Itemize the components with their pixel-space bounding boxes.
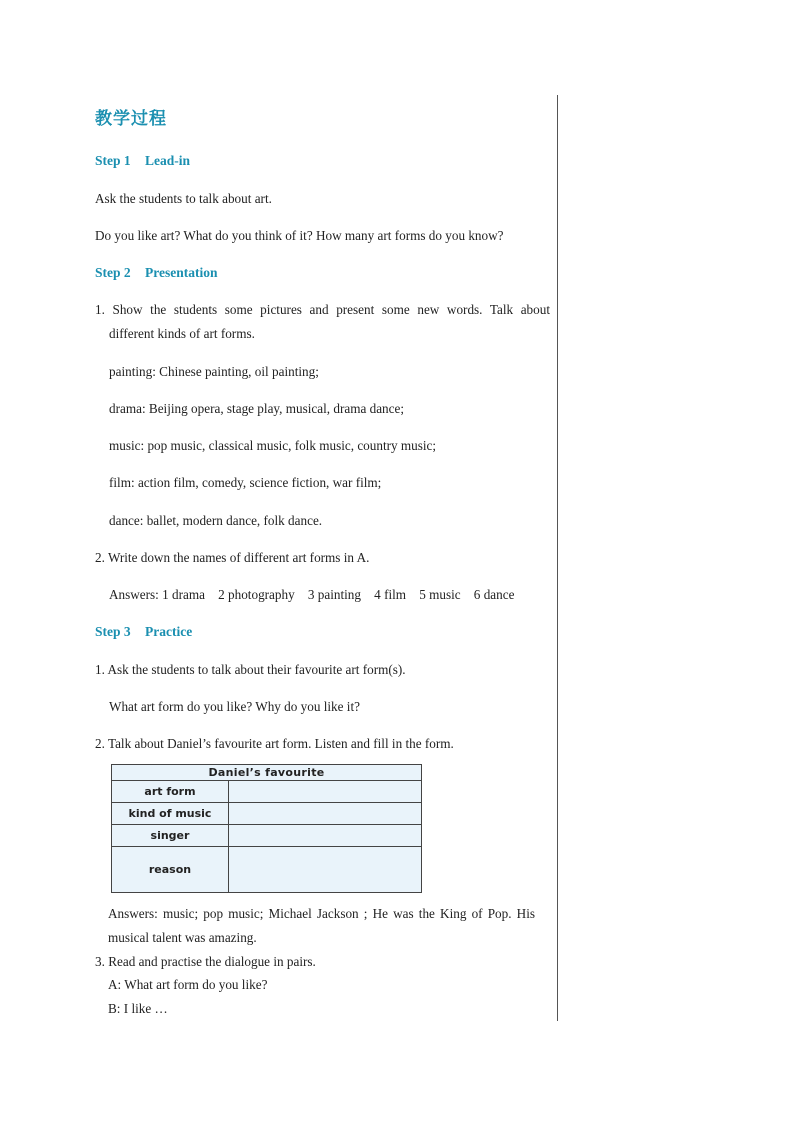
step3-heading [95,624,192,640]
step3-name: Practice [145,624,193,639]
row-label-reason: reason [112,847,229,893]
step1-line-2: Do you like art? What do you think of it? How many art forms do you know? [95,228,504,243]
step3-item1: 1. Ask the students to talk about their favourite art form(s). [95,662,406,677]
column-divider [557,95,558,1021]
step2-item1-line2: different kinds of art forms. [109,326,255,341]
form-drama: drama: Beijing opera, stage play, musical, drama dance; [109,401,405,416]
step2-item2: 2. Write down the names of different art forms in A. [95,550,370,565]
table-row [112,781,422,803]
form-dance: dance: ballet, modern dance, folk dance. [109,513,323,528]
dialogue-line-b: B: I like … [108,1001,168,1016]
form-music: music: pop music, classical music, folk music, country music; [109,438,437,453]
table-header: Daniel’s favourite [112,765,422,781]
row-label-singer: singer [112,825,229,847]
step3-item1-question: What art form do you like? Why do you like it? [109,699,360,714]
step2-label: Step 2 [95,265,131,280]
step2-answers: Answers: 1 drama 2 photography 3 painting 4 film 5 music 6 dance [109,587,515,602]
step3-item2: 2. Talk about Daniel’s favourite art form. Listen and fill in the form. [95,736,454,751]
row-label-art-form: art form [112,781,229,803]
step2-heading [95,265,218,281]
step2-item1-line1: 1. Show the students some pictures and present some new words. Talk about [95,302,550,317]
step1-heading [95,153,190,169]
step1-label: Step 1 [95,153,131,168]
cell-art-form [229,781,422,803]
step3-answers-line1: Answers: music; pop music; Michael Jackson ; He was the King of Pop. His [108,906,535,921]
table-header-row [112,765,422,781]
step1-line-1: Ask the students to talk about art. [95,191,272,206]
cell-reason [229,847,422,893]
page-title: 教学过程 [95,109,167,129]
step3-item3: 3. Read and practise the dialogue in pairs. [95,954,316,969]
table-row [112,825,422,847]
step3-label: Step 3 [95,624,131,639]
form-painting: painting: Chinese painting, oil painting; [109,364,319,379]
form-film: film: action film, comedy, science fiction, war film; [109,475,382,490]
favourite-table [111,764,422,893]
step1-name: Lead-in [145,153,191,168]
step2-name: Presentation [145,265,218,280]
table-row [112,803,422,825]
cell-singer [229,825,422,847]
dialogue-line-a: A: What art form do you like? [108,977,268,992]
step3-answers-line2: musical talent was amazing. [108,930,257,945]
cell-kind-of-music [229,803,422,825]
row-label-kind-of-music: kind of music [112,803,229,825]
table-row [112,847,422,893]
